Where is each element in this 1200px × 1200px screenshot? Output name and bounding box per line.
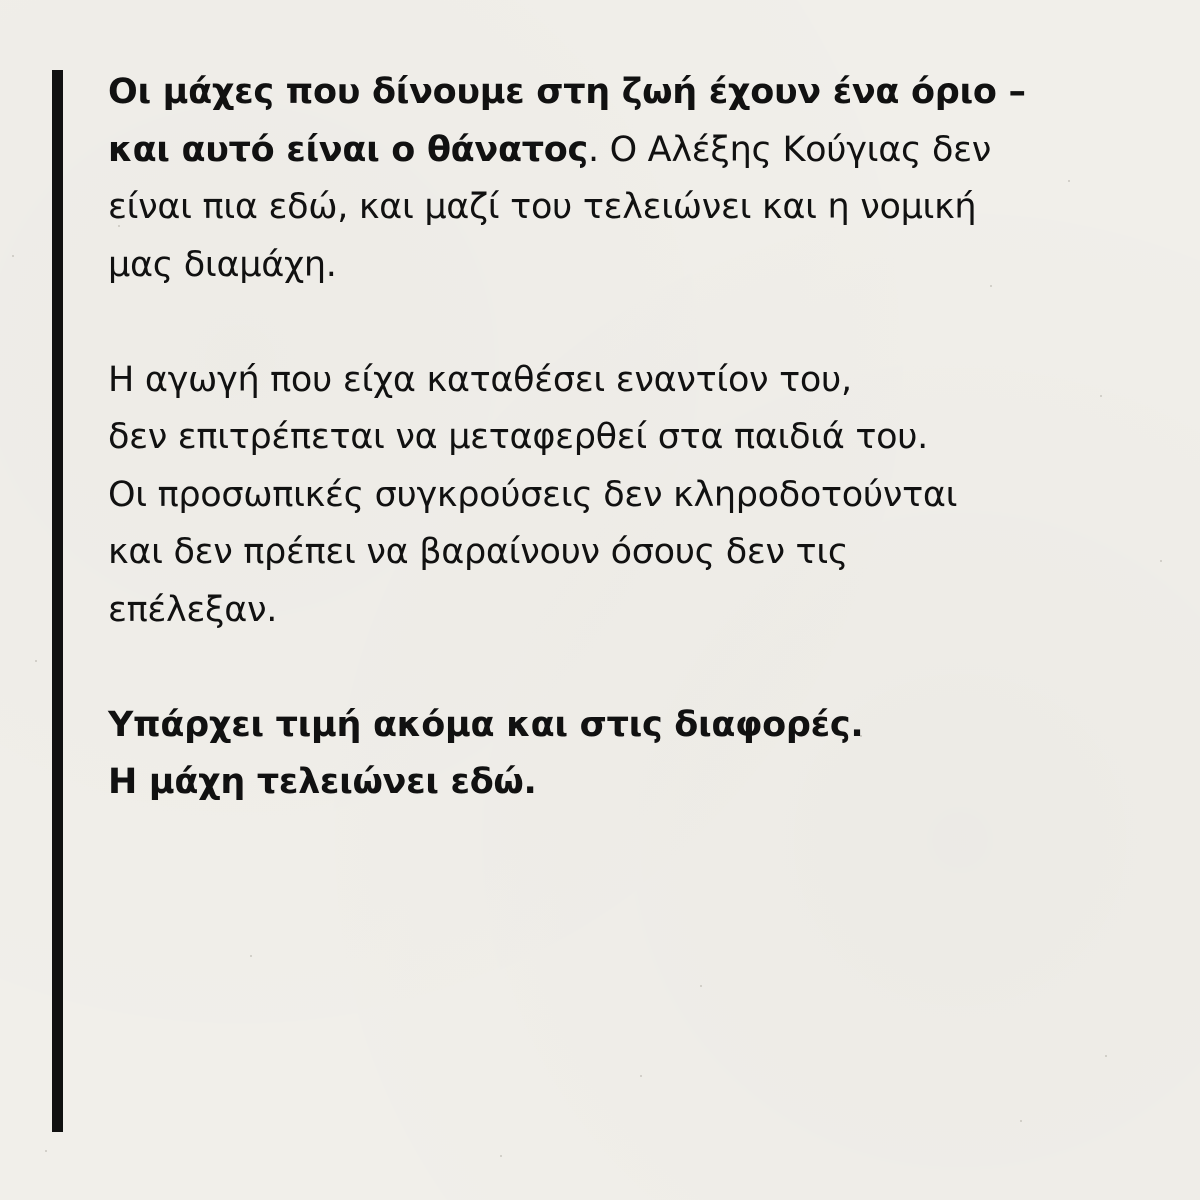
paper-speck xyxy=(35,660,37,662)
text-line: επέλεξαν. xyxy=(108,589,278,630)
paragraph-3 xyxy=(108,697,1138,812)
bold-phrase: και αυτό είναι ο θάνατος xyxy=(108,129,588,170)
paper-speck xyxy=(12,255,14,257)
text-line: Υπάρχει τιμή ακόμα και στις διαφορές. xyxy=(108,704,864,745)
text-line: δεν επιτρέπεται να μεταφερθεί στα παιδιά του. xyxy=(108,417,929,457)
paper-speck xyxy=(1105,1055,1107,1057)
paragraph-gap xyxy=(108,294,1138,352)
paragraph-gap xyxy=(108,639,1138,697)
paper-speck xyxy=(45,1150,47,1152)
paper-speck xyxy=(1160,560,1162,562)
text-line: είναι πια εδώ, και μαζί του τελειώνει και η νομική xyxy=(108,187,977,227)
paper-speck xyxy=(500,1155,502,1157)
text-line: Οι προσωπικές συγκρούσεις δεν κληροδοτούνται xyxy=(108,474,958,515)
text-line: Οι μάχες που δίνουμε στη ζωή έχουν ένα όριο – xyxy=(108,72,1026,112)
text-line: Η αγωγή που είχα καταθέσει εναντίον του, xyxy=(108,359,852,400)
paper-speck xyxy=(1020,1120,1022,1122)
text-line: Η μάχη τελειώνει εδώ. xyxy=(108,762,537,802)
paragraph-1 xyxy=(108,64,1138,294)
paragraph-2 xyxy=(108,352,1138,640)
text-phrase: . Ο Αλέξης Κούγιας δεν xyxy=(587,129,992,170)
text-line: μας διαμάχη. xyxy=(108,244,337,285)
paper-speck xyxy=(700,985,702,987)
text-line: και δεν πρέπει να βαραίνουν όσους δεν τις xyxy=(108,532,849,572)
statement-text xyxy=(108,64,1138,812)
text-line xyxy=(108,122,1138,180)
quote-bar xyxy=(52,70,63,1132)
paper-speck xyxy=(640,1075,642,1077)
paper-speck xyxy=(250,955,252,957)
